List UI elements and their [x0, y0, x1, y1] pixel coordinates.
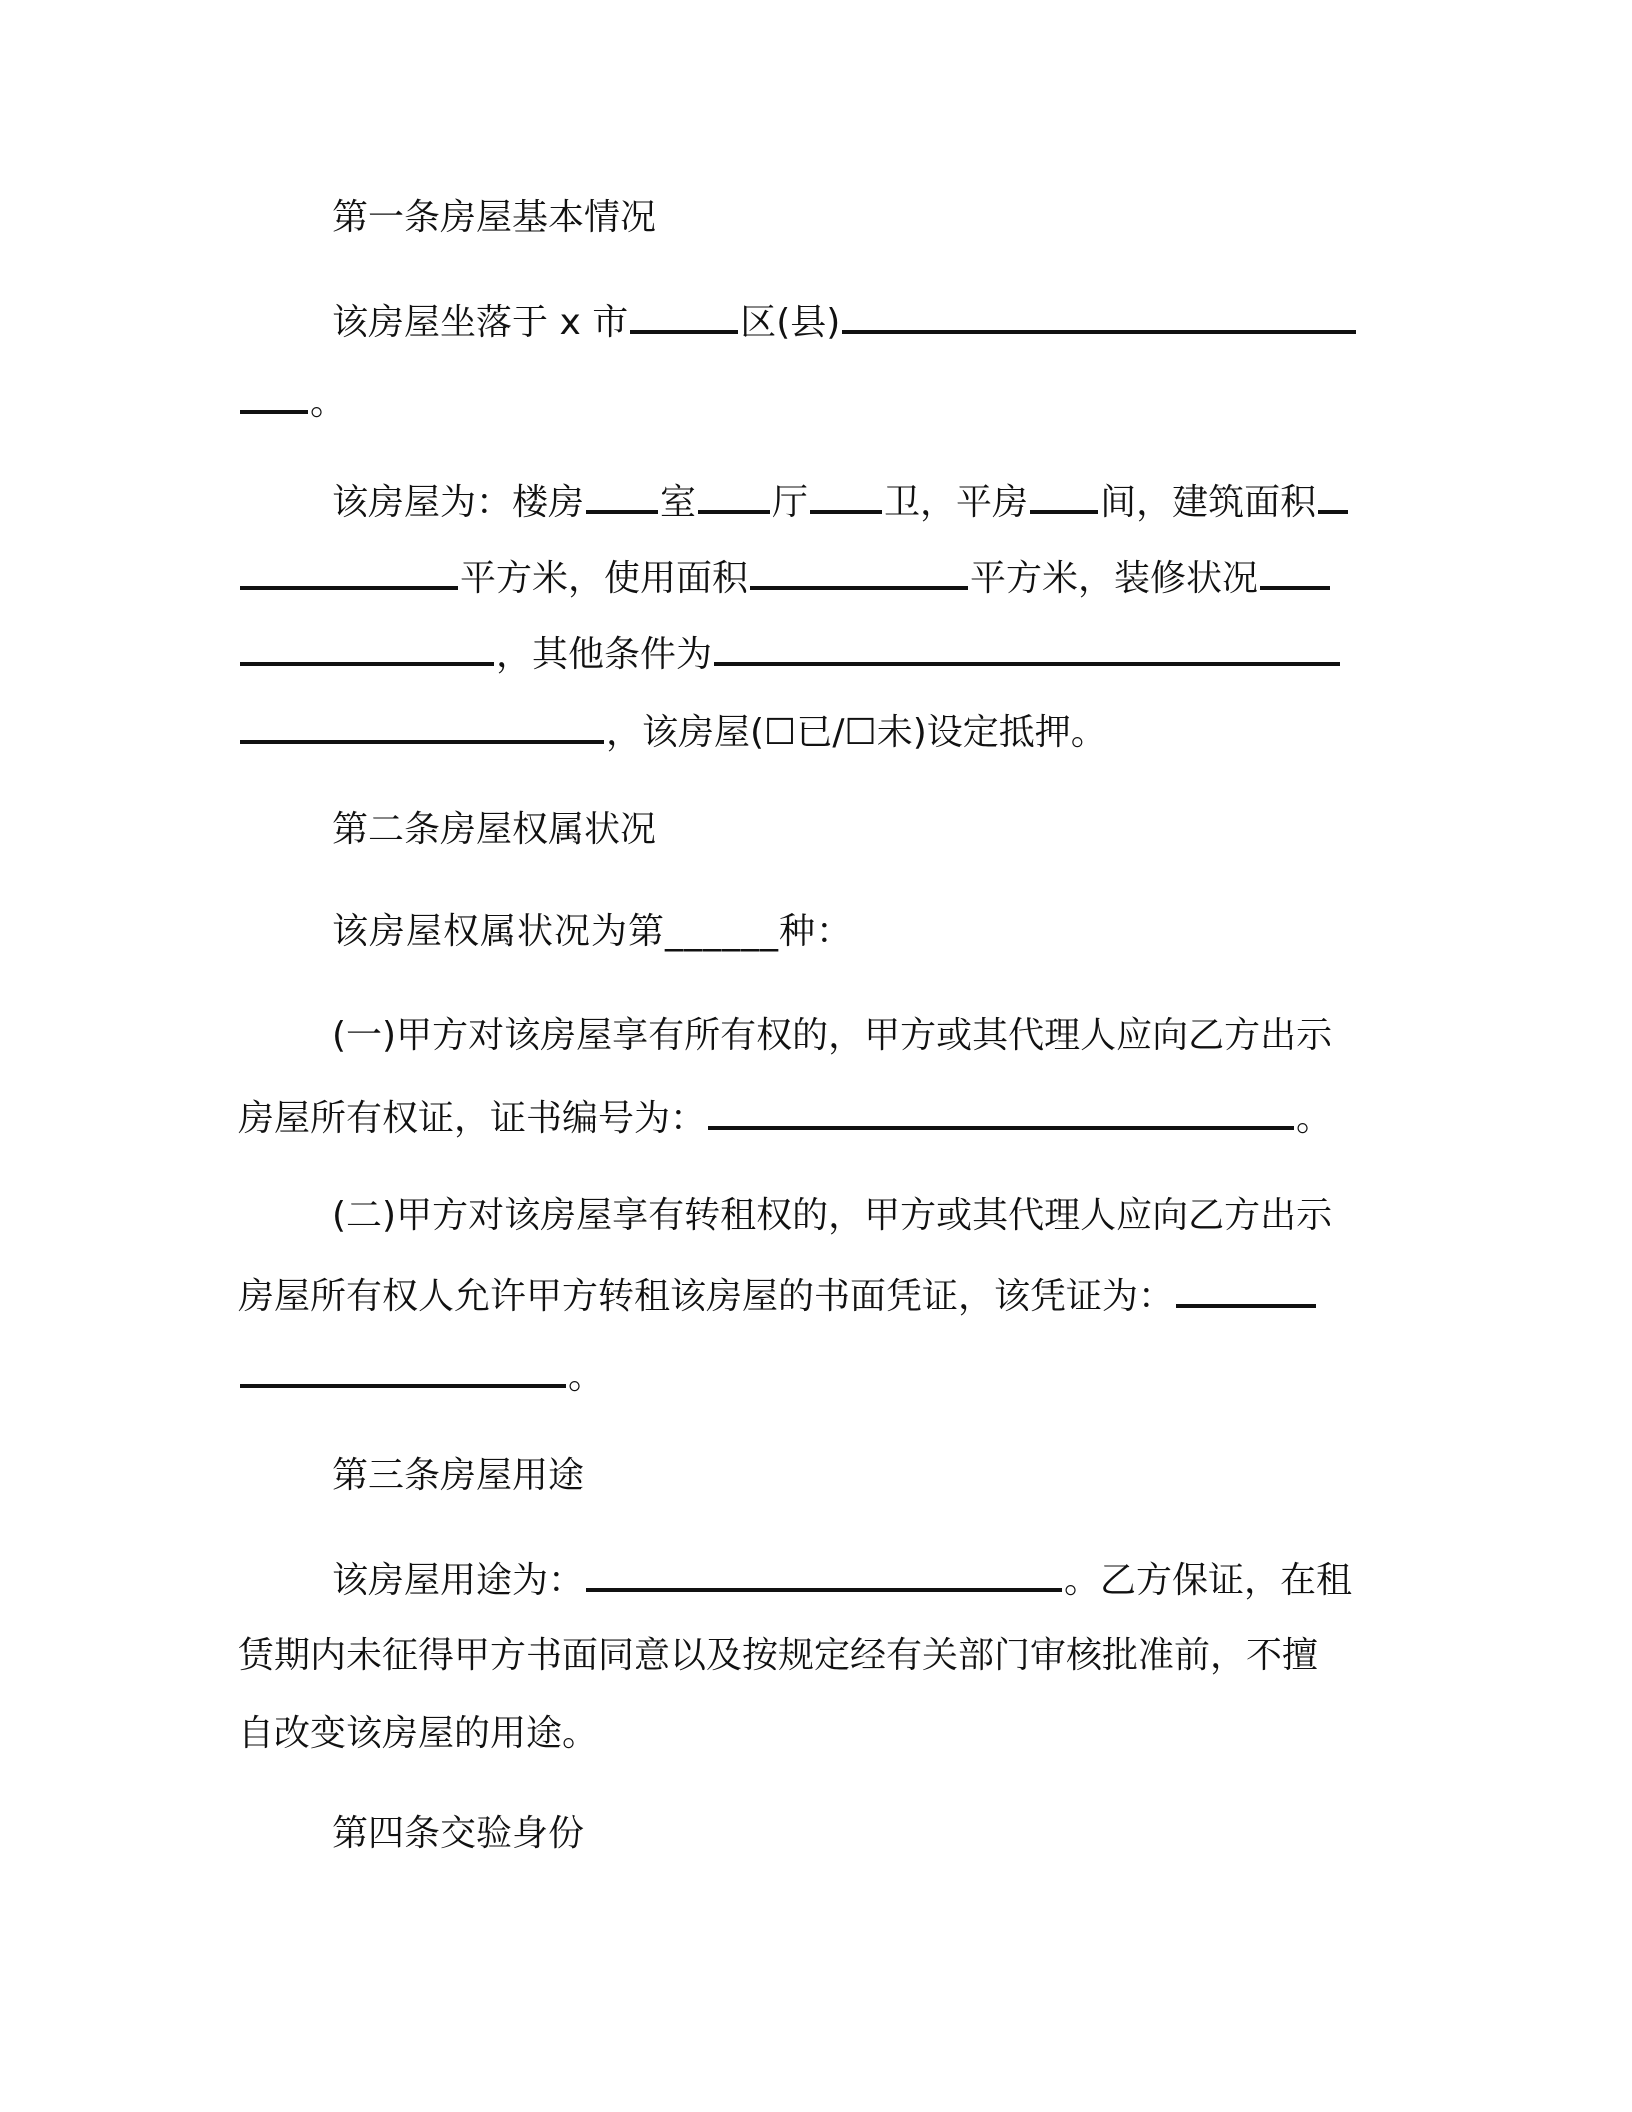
floor-area-blank-cont[interactable]: [240, 554, 458, 590]
article-1-area-line: [238, 554, 1332, 601]
usable-area-label: 平方米，使用面积: [460, 558, 749, 599]
use-label: 该房屋用途为：: [332, 1560, 585, 1601]
voucher-blank-cont[interactable]: [240, 1352, 566, 1388]
other-conditions-blank-cont[interactable]: [240, 708, 604, 744]
location-end: 。: [310, 382, 347, 423]
halls-label: 厅: [772, 482, 809, 523]
clause-2-line-2: [238, 1272, 1318, 1319]
clause-1-line-1: (一)甲方对该房屋享有所有权的，甲方或其代理人应向乙方出示: [332, 1015, 1333, 1056]
rooms-blank[interactable]: [586, 478, 658, 514]
clause-2-line-1: (二)甲方对该房屋享有转租权的，甲方或其代理人应向乙方出示: [332, 1195, 1333, 1236]
clause-2-end: 。: [568, 1356, 605, 1397]
baths-blank[interactable]: [810, 478, 882, 514]
article-4-title: 第四条交验身份: [332, 1813, 585, 1854]
bungalow-rooms-blank[interactable]: [1030, 478, 1098, 514]
clause-1-end: 。: [1296, 1098, 1333, 1139]
baths-label: 卫，平房: [884, 482, 1029, 523]
voucher-blank[interactable]: [1176, 1272, 1316, 1308]
use-after-text: 。乙方保证，在租: [1064, 1560, 1353, 1601]
article-3-line-2: 赁期内未征得甲方书面同意以及按规定经有关部门审核批准前，不擅: [238, 1635, 1319, 1676]
voucher-label: 房屋所有权人允许甲方转租该房屋的书面凭证，该凭证为：: [238, 1276, 1175, 1317]
decoration-blank[interactable]: [1260, 554, 1330, 590]
district-blank[interactable]: [630, 298, 738, 334]
article-1-title: 第一条房屋基本情况: [332, 197, 657, 238]
halls-blank[interactable]: [698, 478, 770, 514]
layout-prefix: 该房屋为：楼房: [332, 482, 585, 523]
use-blank[interactable]: [586, 1556, 1062, 1592]
ownership-status-line: 该房屋权属状况为第______种：: [332, 911, 854, 952]
certificate-number-blank[interactable]: [708, 1094, 1294, 1130]
article-3-line-1: [332, 1556, 1352, 1603]
floor-area-blank[interactable]: [1318, 478, 1348, 514]
usable-area-blank[interactable]: [750, 554, 968, 590]
article-3-line-3: 自改变该房屋的用途。: [238, 1713, 599, 1754]
article-1-other-line: [238, 630, 1342, 677]
decoration-label: 平方米，装修状况: [970, 558, 1259, 599]
floor-area-label: 间，建筑面积: [1100, 482, 1317, 523]
other-conditions-blank[interactable]: [714, 630, 1340, 666]
certificate-label: 房屋所有权证，证书编号为：: [238, 1098, 707, 1139]
clause-2-line-3: [238, 1352, 604, 1399]
clause-1-line-2: [238, 1094, 1332, 1141]
article-1-location-cont: [238, 378, 346, 425]
district-label: 区(县): [740, 302, 841, 343]
rooms-label: 室: [660, 482, 697, 523]
article-1-mortgage-line: [238, 708, 1107, 755]
article-1-location-line: [332, 298, 1358, 345]
article-1-layout-line: [332, 478, 1350, 525]
decoration-blank-cont[interactable]: [240, 630, 494, 666]
other-conditions-label: ，其他条件为: [496, 634, 713, 675]
mortgage-text: ，该房屋(☐已/☐未)设定抵押。: [606, 712, 1107, 753]
address-blank[interactable]: [842, 298, 1356, 334]
address-blank-cont[interactable]: [240, 378, 308, 414]
article-3-title: 第三条房屋用途: [332, 1455, 585, 1496]
location-prefix: 该房屋坐落于 x 市: [332, 302, 629, 343]
article-2-title: 第二条房屋权属状况: [332, 809, 657, 850]
